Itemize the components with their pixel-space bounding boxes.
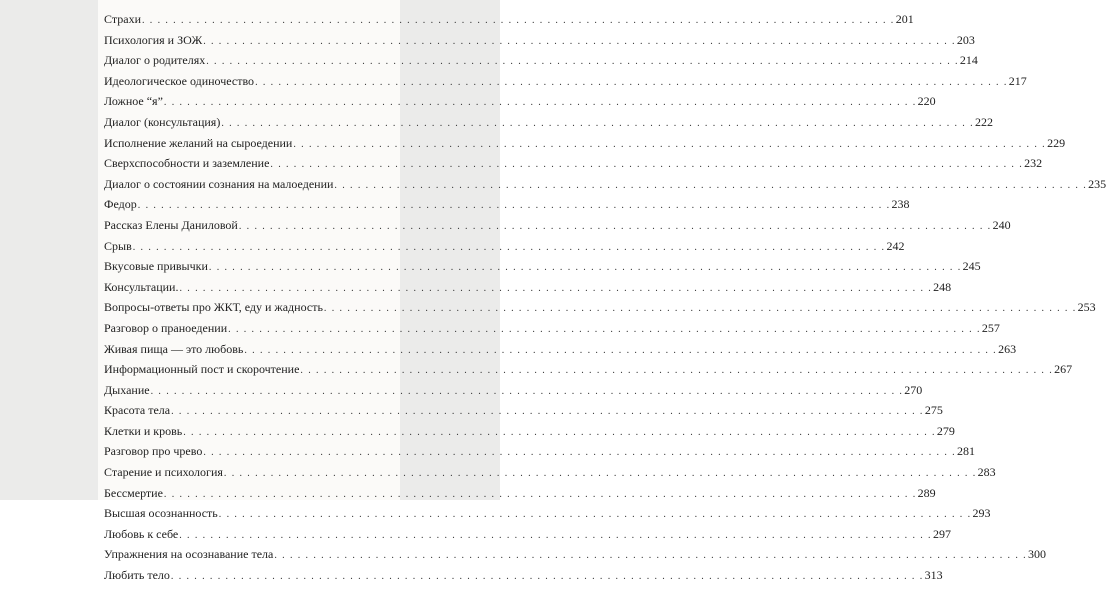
toc-entry-page-number: 283 [977, 465, 996, 480]
toc-entry-title: Федор [104, 197, 137, 212]
toc-entry-page-number: 248 [933, 279, 952, 294]
toc-entry-title: Диалог о состоянии сознания на малоедении [104, 176, 334, 191]
toc-entry [104, 485, 936, 507]
toc-dot-leader [151, 386, 904, 397]
toc-entry-title: Ложное “я” [104, 94, 163, 109]
toc-entry-title: Консультации. [104, 279, 179, 294]
toc-entry-page-number: 297 [932, 526, 951, 541]
toc-entry-page-number: 300 [1028, 547, 1047, 562]
toc-entry-page-number: 217 [1008, 73, 1027, 88]
toc-entry-page-number: 281 [957, 444, 976, 459]
toc-entry-page-number: 275 [924, 403, 943, 418]
toc-entry-page-number: 222 [975, 114, 994, 129]
toc-dot-leader [171, 406, 924, 417]
toc-entry [104, 217, 1011, 239]
toc-dot-leader [255, 77, 1008, 88]
toc-entry-page-number: 257 [981, 320, 1000, 335]
toc-entry-page-number: 201 [895, 12, 914, 26]
toc-entry-title: Психология и ЗОЖ [104, 32, 203, 47]
toc-entry [104, 12, 914, 33]
toc-dot-leader [203, 447, 956, 458]
toc-entry [104, 238, 905, 260]
toc-dot-leader [138, 200, 891, 211]
toc-entry-title: Срыв [104, 238, 132, 253]
toc-entry-page-number: 232 [1024, 156, 1043, 171]
toc-entry-title: Страхи [104, 12, 141, 26]
toc-entry [104, 279, 952, 301]
toc-entry-page-number: 263 [998, 341, 1017, 356]
toc-dot-leader [274, 550, 1027, 561]
toc-entry-page-number: 289 [917, 485, 936, 500]
toc-entry-title: Любовь к себе [104, 526, 179, 541]
toc-entry [104, 32, 975, 54]
toc-entry [104, 94, 936, 115]
toc-dot-leader [142, 15, 895, 26]
toc-entry [104, 259, 981, 280]
toc-entry [104, 197, 910, 218]
toc-entry [104, 403, 943, 424]
toc-entry-title: Рассказ Елены Даниловой [104, 217, 238, 232]
toc-dot-leader [164, 97, 917, 108]
toc-dot-leader [300, 365, 1053, 376]
toc-entry-page-number: 313 [924, 568, 943, 583]
toc-entry-page-number: 220 [917, 94, 936, 109]
toc-entry-title: Старение и психология [104, 465, 223, 480]
toc-dot-leader [293, 139, 1046, 150]
toc-dot-leader [334, 180, 1087, 191]
toc-entry [104, 320, 1000, 342]
toc-dot-leader [244, 345, 997, 356]
toc-dot-leader [221, 118, 974, 129]
toc-entry-title: Сверхспособности и заземление [104, 156, 270, 171]
toc-entry [104, 362, 1073, 383]
toc-entry [104, 465, 996, 486]
toc-entry [104, 341, 1017, 363]
toc-entry [104, 526, 951, 548]
toc-entry-title: Клетки и кровь [104, 423, 183, 438]
toc-dot-leader [183, 427, 936, 438]
toc-entry-title: Вопросы-ответы про ЖКТ, еду и жадность [104, 300, 323, 315]
toc-entry-page-number: 203 [956, 32, 975, 47]
toc-entry-title: Диалог о родителях [104, 53, 206, 68]
toc-entry [104, 114, 994, 136]
toc-entry-page-number: 253 [1077, 300, 1096, 315]
toc-dot-leader [203, 36, 956, 47]
toc-entry-title: Высшая осознанность [104, 506, 218, 521]
toc-entry-page-number: 245 [962, 259, 981, 274]
toc-entry [104, 176, 1106, 198]
toc-entry-page-number: 214 [959, 53, 978, 68]
toc-entry-title: Исполнение желаний на сыроедении [104, 135, 293, 150]
toc-entry-title: Информационный пост и скорочтение [104, 362, 300, 377]
toc-dot-leader [270, 159, 1023, 170]
toc-entry-page-number: 279 [936, 423, 955, 438]
toc-entry-title: Диалог (консультация) [104, 114, 221, 129]
toc-entry-page-number: 242 [886, 238, 905, 253]
toc-entry [104, 506, 991, 527]
toc-dot-leader [219, 509, 972, 520]
toc-dot-leader [206, 56, 959, 67]
toc-entry-title: Красота тела [104, 403, 171, 418]
toc-entry [104, 568, 943, 589]
toc-dot-leader [171, 571, 924, 582]
toc-dot-leader [164, 489, 917, 500]
toc-dot-leader [133, 242, 886, 253]
toc-entry-page-number: 267 [1054, 362, 1073, 377]
toc-entry-page-number: 270 [904, 382, 923, 397]
toc-dot-leader [228, 324, 981, 335]
toc-entry [104, 444, 976, 465]
toc-entry-page-number: 229 [1047, 135, 1066, 150]
toc-entry-page-number: 235 [1088, 176, 1106, 191]
toc-entry-page-number: 240 [992, 217, 1011, 232]
toc-entry-title: Идеологическое одиночество [104, 73, 255, 88]
toc-entry [104, 53, 978, 74]
toc-entry-title: Живая пища — это любовь [104, 341, 244, 356]
toc-entry [104, 135, 1066, 157]
toc-dot-leader [239, 221, 992, 232]
toc-dot-leader [224, 468, 977, 479]
toc-entry [104, 423, 955, 445]
toc-entry [104, 300, 1096, 321]
table-of-contents [104, 12, 1106, 589]
toc-entry [104, 547, 1047, 568]
toc-entry [104, 73, 1027, 95]
toc-entry-page-number: 293 [972, 506, 991, 521]
toc-entry-title: Дыхание [104, 382, 150, 397]
toc-entry-page-number: 238 [891, 197, 910, 212]
toc-entry-title: Вкусовые привычки [104, 259, 208, 274]
toc-entry [104, 382, 923, 404]
toc-dot-leader [179, 530, 932, 541]
toc-entry [104, 156, 1043, 177]
toc-entry-title: Упражнения на осознавание тела [104, 547, 274, 562]
toc-entry-title: Разговор о праноедении [104, 320, 228, 335]
toc-entry-title: Бессмертие [104, 485, 163, 500]
toc-dot-leader [324, 303, 1077, 314]
toc-entry-title: Любить тело [104, 568, 170, 583]
toc-dot-leader [179, 283, 932, 294]
toc-dot-leader [209, 262, 962, 273]
toc-entry-title: Разговор про чрево [104, 444, 203, 459]
